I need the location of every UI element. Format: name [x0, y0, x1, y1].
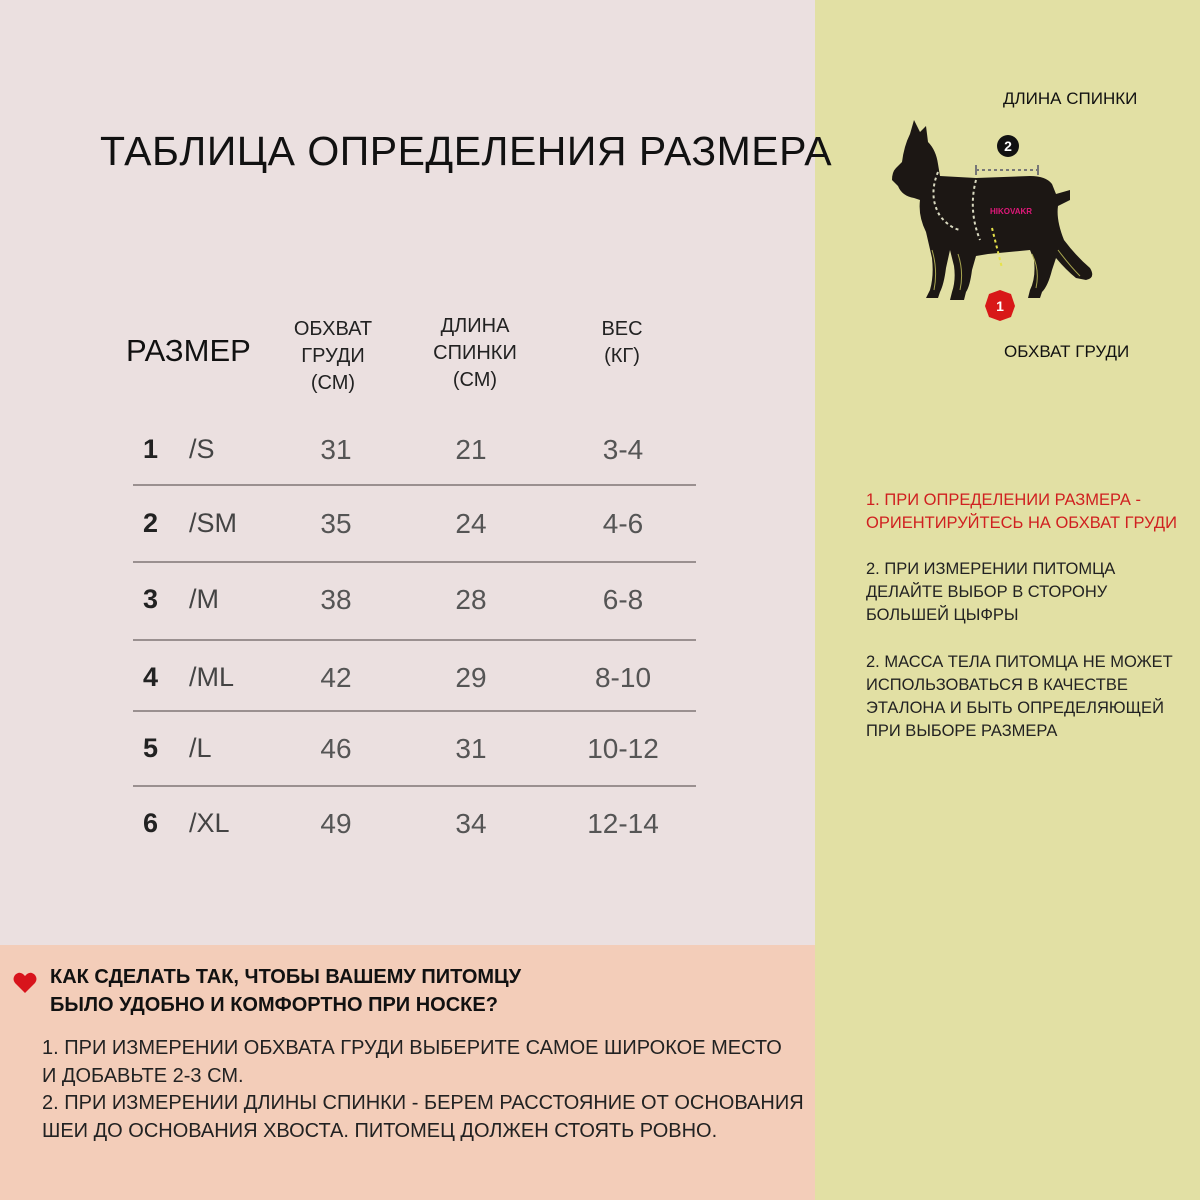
weight-value: 6-8 — [602, 584, 644, 615]
back-value: 28 — [455, 584, 487, 615]
back-value: 24 — [455, 508, 487, 539]
size-number: 5 — [143, 733, 159, 763]
chest-value: 46 — [320, 733, 352, 764]
header-size: РАЗМЕР — [126, 333, 251, 368]
brand-text: HIKOVAKR — [990, 207, 1033, 216]
tips-title: КАК СДЕЛАТЬ ТАК, ЧТОБЫ ВАШЕМУ ПИТОМЦУ БЫЛО УДОБНО И КОМФОРТНО ПРИ НОСКЕ? — [50, 966, 522, 1016]
row-divider — [133, 785, 696, 787]
back-value: 34 — [455, 808, 487, 839]
size-code: /XL — [189, 808, 230, 838]
weight-value: 3-4 — [602, 434, 644, 465]
table-row — [133, 648, 696, 708]
chest-value: 49 — [320, 808, 352, 839]
size-code: /SM — [189, 508, 238, 538]
size-number: 4 — [143, 662, 159, 692]
header-weight: ВЕС (КГ) — [601, 318, 643, 367]
back-value: 31 — [455, 733, 487, 764]
size-code: /L — [189, 733, 212, 763]
chest-value: 42 — [320, 662, 352, 693]
back-value: 29 — [455, 662, 487, 693]
table-row — [133, 794, 696, 854]
header-chest: ОБХВАТ ГРУДИ (СМ) — [293, 318, 373, 394]
size-number: 6 — [143, 808, 159, 838]
size-number: 1 — [143, 434, 159, 464]
table-row — [133, 719, 696, 779]
marker-back: 2 — [1004, 138, 1012, 154]
dog-icon — [880, 120, 1110, 330]
weight-value: 4-6 — [602, 508, 644, 539]
row-divider — [133, 561, 696, 563]
header-back-length: ДЛИНА СПИНКИ (СМ) — [433, 315, 517, 391]
size-code: /S — [189, 434, 215, 464]
chest-value: 35 — [320, 508, 352, 539]
row-divider — [133, 484, 696, 486]
table-row — [133, 494, 696, 554]
note-weight-not-reference: 2. МАССА ТЕЛА ПИТОМЦА НЕ МОЖЕТ ИСПОЛЬЗОВАТЬСЯ В КАЧЕСТВЕ ЭТАЛОНА И БЫТЬ ОПРЕДЕЛЯЮЩЕЙ ПРИ ВЫБОРЕ РАЗМЕРА — [866, 653, 1173, 740]
size-code: /M — [189, 584, 219, 614]
note-chest-priority: 1. ПРИ ОПРЕДЕЛЕНИИ РАЗМЕРА - ОРИЕНТИРУЙТЕСЬ НА ОБХВАТ ГРУДИ — [866, 491, 1177, 532]
heart-icon — [12, 970, 38, 996]
chest-girth-label: ОБХВАТ ГРУДИ — [1004, 342, 1130, 361]
row-divider — [133, 710, 696, 712]
weight-value: 10-12 — [587, 733, 659, 764]
size-number: 2 — [143, 508, 159, 538]
weight-value: 12-14 — [587, 808, 659, 839]
chest-value: 31 — [320, 434, 352, 465]
chest-value: 38 — [320, 584, 352, 615]
table-row — [133, 420, 696, 480]
page-title: ТАБЛИЦА ОПРЕДЕЛЕНИЯ РАЗМЕРА — [100, 128, 833, 174]
size-code: /ML — [189, 662, 235, 692]
table-row — [133, 570, 696, 630]
tips-body: 1. ПРИ ИЗМЕРЕНИИ ОБХВАТА ГРУДИ ВЫБЕРИТЕ САМОЕ ШИРОКОЕ МЕСТО И ДОБАВЬТЕ 2-3 СМ. 2. ПРИ ИЗМЕРЕНИИ ДЛИНЫ СПИНКИ - БЕРЕМ РАССТОЯНИЕ ОТ ОСНОВАНИЯ ШЕИ ДО ОСНОВАНИЯ ХВОСТА. ПИТОМЕЦ ДОЛЖЕН СТОЯТЬ РОВНО. — [42, 1037, 804, 1142]
size-number: 3 — [143, 584, 159, 614]
row-divider — [133, 639, 696, 641]
note-bigger-number: 2. ПРИ ИЗМЕРЕНИИ ПИТОМЦА ДЕЛАЙТЕ ВЫБОР В СТОРОНУ БОЛЬШЕЙ ЦЫФРЫ — [866, 560, 1116, 624]
weight-value: 8-10 — [594, 662, 652, 693]
marker-chest: 1 — [996, 298, 1004, 314]
back-value: 21 — [455, 434, 487, 465]
dog-measurement-diagram — [880, 120, 1110, 330]
back-length-label: ДЛИНА СПИНКИ — [1003, 89, 1138, 108]
